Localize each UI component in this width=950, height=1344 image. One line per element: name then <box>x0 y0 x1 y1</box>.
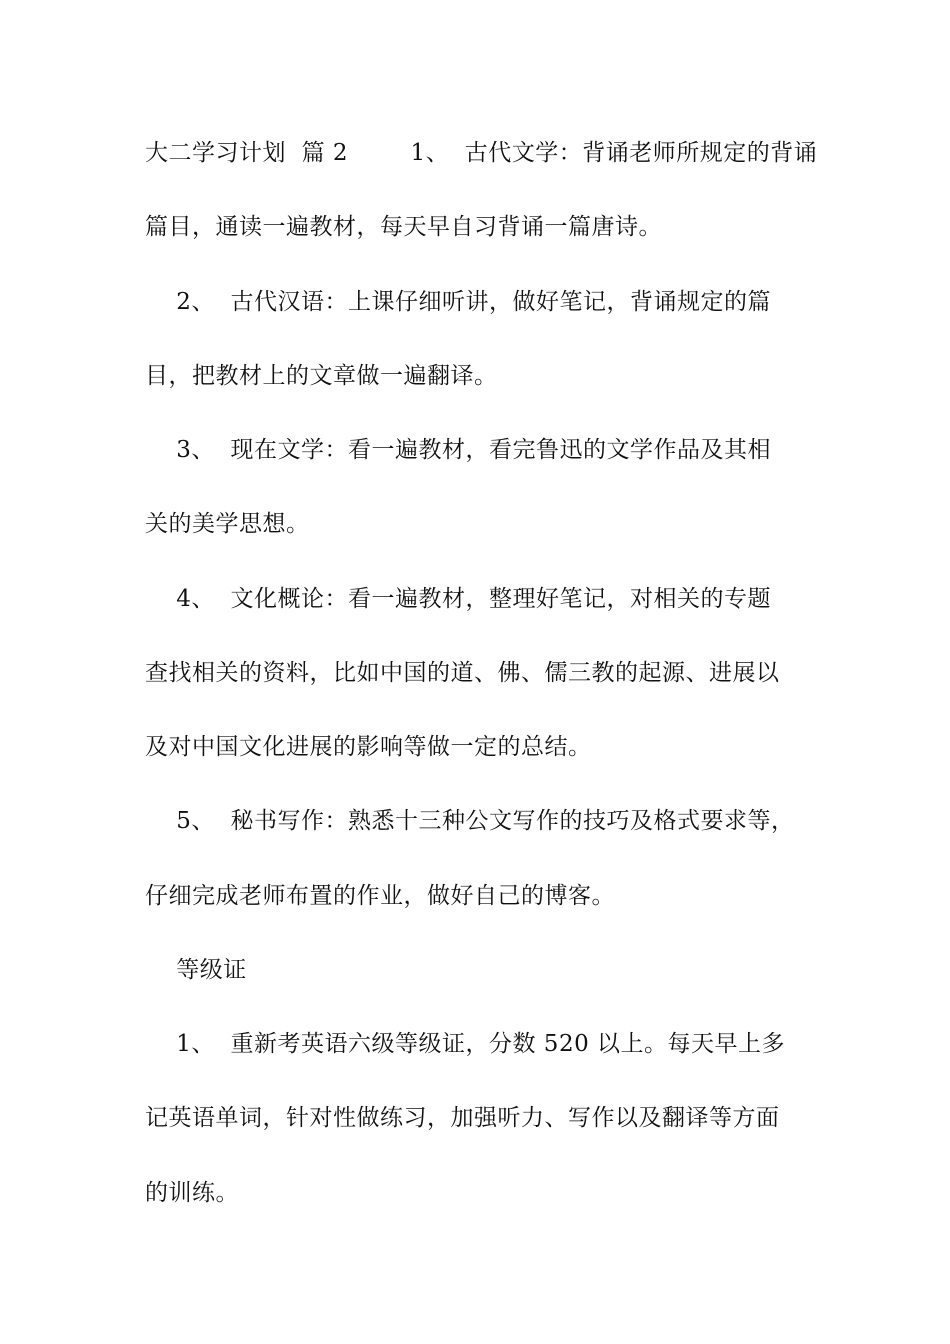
text-line: 篇目，通读一遍教材，每天早自习背诵一篇唐诗。 <box>145 214 662 240</box>
text-line: 的训练。 <box>145 1180 239 1206</box>
text-line: 2、 古代汉语：上课仔细听讲，做好笔记，背诵规定的篇 <box>145 289 771 315</box>
text-line: 及对中国文化进展的影响等做一定的总结。 <box>145 734 592 760</box>
text-line: 5、 秘书写作：熟悉十三种公文写作的技巧及格式要求等， <box>145 808 795 834</box>
text-line: 大二学习计划 篇 2 1、 古代文学：背诵老师所规定的背诵 <box>145 140 818 166</box>
text-line: 4、 文化概论：看一遍教材，整理好笔记，对相关的专题 <box>145 586 771 612</box>
text-line: 1、 重新考英语六级等级证，分数 520 以上。每天早上多 <box>145 1031 786 1057</box>
text-line: 3、 现在文学：看一遍教材，看完鲁迅的文学作品及其相 <box>145 437 771 463</box>
text-line: 关的美学思想。 <box>145 511 310 537</box>
text-line: 仔细完成老师布置的作业，做好自己的博客。 <box>145 883 615 909</box>
text-line: 查找相关的资料，比如中国的道、佛、儒三教的起源、进展以 <box>145 660 780 686</box>
text-line: 记英语单词，针对性做练习，加强听力、写作以及翻译等方面 <box>145 1105 780 1131</box>
text-line: 目，把教材上的文章做一遍翻译。 <box>145 363 498 389</box>
section-heading: 等级证 <box>145 957 247 983</box>
